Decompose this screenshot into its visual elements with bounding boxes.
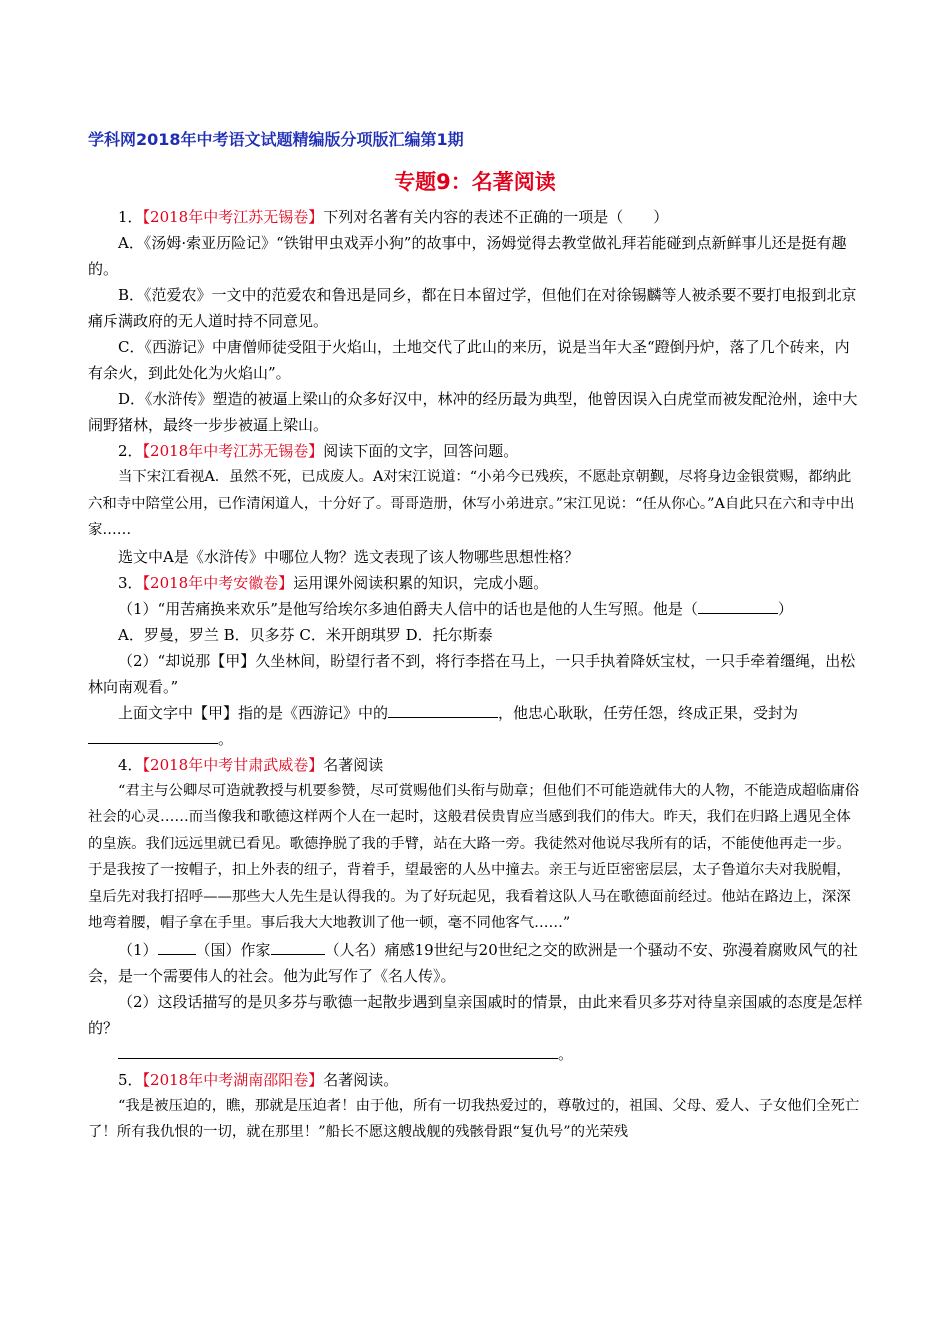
answer-blank[interactable] xyxy=(88,727,218,744)
answer-blank[interactable] xyxy=(118,1042,558,1059)
document-header: 学科网2018年中考语文试题精编版分项版汇编第1期 xyxy=(88,130,464,149)
question-text: 名著阅读 xyxy=(323,755,384,774)
reading-passage: “君主与公卿尽可造就教授与机要参赞，尽可赏赐他们头衔与勋章；但他们不可能造就伟大的人物，不能造成超临庸俗社会的心灵……而当像我和歌德这样两个人在一起时，这般君侯贵胄应当感到我们的伟大。昨天，我们在归路上遇见全体的皇族。我们远远里就已看见。歌德挣脱了我的手臂，站在大路一旁。我徒然对他说尽我所有的话，不能使他再走一步。于是我按了一按帽子，扣上外表的纽子，背着手，望最密的人丛中撞去。亲王与近臣密密层层，太子鲁道尔夫对我脱帽，皇后先对我打招呼——那些大人先生是认得我的。为了好玩起见，我看着这队人马在歌德面前经过。他站在路边上，深深地弯着腰，帽子拿在手里。事后我大大地教训了他一顿，毫不同他客气……” xyxy=(88,782,860,931)
question-number: 2． xyxy=(118,442,143,460)
question-number: 4． xyxy=(118,755,143,774)
sub-question-1 xyxy=(88,937,863,989)
prompt-text: 上面文字中【甲】指的是《西游记》中的 xyxy=(118,703,389,722)
question-number: 1． xyxy=(118,208,143,226)
question-4-stem xyxy=(88,752,863,778)
document-body xyxy=(88,204,863,1146)
question-text: 名著阅读。 xyxy=(323,1070,399,1089)
sub-question-2: （2）这段话描写的是贝多芬与歌德一起散步遇到皇亲国戚时的情景，由此来看贝多芬对待皇亲国戚的态度是怎样的？ xyxy=(88,992,863,1037)
sub-question-2: （2）“却说那【甲】久坐林间，盼望行者不到，将行李搭在马上，一只手执着降妖宝杖，一只手牵着缰绳，出松林向南观看。” xyxy=(88,651,856,696)
question-number: 5． xyxy=(118,1070,143,1089)
question-source: 【2018年中考湖南邵阳卷】 xyxy=(142,1070,324,1089)
answer-blank[interactable] xyxy=(158,938,196,955)
answer-end: 。 xyxy=(558,1044,574,1063)
question-5-stem xyxy=(88,1067,863,1093)
answer-blank[interactable] xyxy=(388,701,498,718)
question-prompt: 选文中A是《水浒传》中哪位人物？选文表现了该人物哪些思想性格？ xyxy=(118,547,579,566)
option-a: A．《汤姆·索亚历险记》“铁钳甲虫戏弄小狗”的故事中，汤姆觉得去教堂做礼拜若能碰到点新鲜事儿还是挺有趣的。 xyxy=(88,234,847,278)
question-source: 【2018年中考甘肃武威卷】 xyxy=(142,755,324,774)
question-source: 【2018年中考安徽卷】 xyxy=(142,573,294,592)
sub-question-text: （1） xyxy=(118,940,158,959)
answer-options: A．罗曼，罗兰 B．贝多芬 C．米开朗琪罗 D．托尔斯泰 xyxy=(118,625,493,644)
reading-passage: 当下宋江看视A．虽然不死，已成废人。A对宋江说道：“小弟今已残疾，不愿赴京朝觐，尽将身边金银赏赐，都纳此六和寺中陪堂公用，已作清闲道人，十分好了。哥哥造册，休写小弟进京。”宋江见说：“任从你心。”A自此只在六和寺中出家…… xyxy=(88,469,855,538)
sub-question-text: （国）作家 xyxy=(195,940,271,959)
question-number: 3． xyxy=(118,573,143,592)
answer-line xyxy=(88,1041,863,1067)
sub-question-close: ） xyxy=(777,599,793,618)
question-text: 阅读下面的文字，回答问题。 xyxy=(323,442,519,460)
question-source: 【2018年中考江苏无锡卷】 xyxy=(142,442,324,460)
prompt-text: 。 xyxy=(218,729,234,748)
prompt-text: ，他忠心耿耿，任劳任怨，终成正果，受封为 xyxy=(498,703,799,722)
option-b: B．《范爱农》一文中的范爱农和鲁迅是同乡，都在日本留过学，但他们在对徐锡麟等人被杀要不要打电报到北京痛斥满政府的无人道时持不同意见。 xyxy=(88,286,857,330)
option-d: D．《水浒传》塑造的被逼上梁山的众多好汉中，林冲的经历最为典型，他曾因误入白虎堂而被发配沧州，途中大闹野猪林，最终一步步被逼上梁山。 xyxy=(88,390,858,434)
question-source: 【2018年中考江苏无锡卷】 xyxy=(142,208,324,226)
sub-question-text: （1）“用苦痛换来欢乐”是他写给埃尔多迪伯爵夫人信中的话也是他的人生写照。他是（ xyxy=(118,599,698,618)
sub-question-1 xyxy=(88,596,863,622)
question-3-stem xyxy=(88,570,863,596)
question-2-stem xyxy=(88,438,863,464)
answer-blank[interactable] xyxy=(698,597,778,614)
option-c: C．《西游记》中唐僧师徒受阻于火焰山，土地交代了此山的来历，说是当年大圣“蹬倒丹炉，落了几个砖来，内有余火，到此处化为火焰山”。 xyxy=(88,338,850,382)
sub-question-text: （人名）痛感19世纪与20世纪之交的欧洲是一个骚动不安、弥漫着腐败风气的社会，是一个需要伟人的社会。他为此写作了《名人传》。 xyxy=(88,940,858,985)
question-text: 下列对名著有关内容的表述不正确的一项是（ ） xyxy=(323,208,669,226)
answer-blank[interactable] xyxy=(271,938,325,955)
sub-question-2-prompt xyxy=(88,700,863,752)
question-1-stem xyxy=(88,204,863,230)
reading-passage: “我是被压迫的，瞧，那就是压迫者！由于他，所有一切我热爱过的，尊敬过的，祖国、父母、爱人、子女他们全死亡了！所有我仇恨的一切，就在那里！”船长不愿这艘战舰的残骸骨跟“复仇号”的光荣残 xyxy=(88,1097,860,1140)
page-title: 专题9：名著阅读 xyxy=(394,170,556,194)
question-text: 运用课外阅读积累的知识，完成小题。 xyxy=(293,573,549,592)
